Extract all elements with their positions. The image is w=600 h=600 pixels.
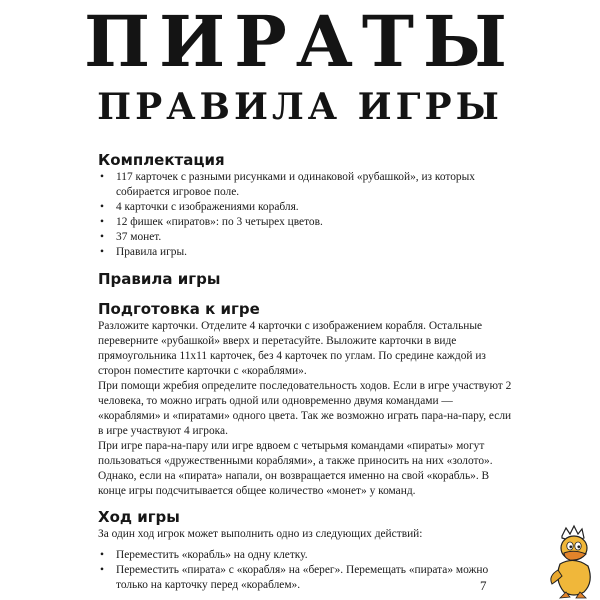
page-title: ПИРАТЫ xyxy=(83,0,517,83)
setup-paragraph: При игре пара-на-пару или игре вдвоем с четырьмя командами «пираты» могут пользоваться «дружественными кораблями», а также приносить на них «золото». Однако, если на «пирата» напали, он возвращается именно на свой «корабль». В конце игры подсчитывается общее количество «монет» у команд. xyxy=(98,440,493,497)
rules-content xyxy=(98,150,518,593)
turn-heading: Ход игры xyxy=(98,508,180,526)
contents-heading: Комплектация xyxy=(98,151,225,169)
list-item: • Правила игры. xyxy=(98,245,518,260)
rules-heading: Правила игры xyxy=(98,270,221,288)
turn-intro: За один ход игрок может выполнить одно из следующих действий: xyxy=(98,528,423,540)
page-number: 7 xyxy=(480,578,487,593)
contents-list xyxy=(98,170,518,260)
list-item: • Переместить «корабль» на одну клетку. xyxy=(98,548,518,563)
setup-paragraph: Разложите карточки. Отделите 4 карточки с изображением корабля. Остальные переверните «рубашкой» вверх и перетасуйте. Выложите карточки в виде прямоугольника 11х11 карточек, без 4 карточек по углам. По средине каждой из сторон поместите карточки с «кораблями». xyxy=(98,320,486,377)
setup-heading: Подготовка к игре xyxy=(98,300,260,318)
list-item: • Переместить «пирата» с «корабля» на «берег». Перемещать «пирата» можно только на карточку перед «кораблем». xyxy=(98,563,518,593)
turn-actions-list xyxy=(98,548,518,593)
duck-mascot-icon xyxy=(540,520,600,600)
list-item: • 4 карточки с изображениями корабля. xyxy=(98,200,518,215)
list-item: • 37 монет. xyxy=(98,230,518,245)
list-item: • 117 карточек с разными рисунками и одинаковой «рубашкой», из которых собирается игровое поле. xyxy=(98,170,518,200)
list-item: • 12 фишек «пиратов»: по 3 четырех цветов. xyxy=(98,215,518,230)
page-subtitle: ПРАВИЛА ИГРЫ xyxy=(97,86,503,128)
setup-paragraph: При помощи жребия определите последовательность ходов. Если в игре участвуют 2 человека, то можно играть одной или одновременно двумя командами — «кораблями» и «пиратами» одного цвета. Так же возможно играть пара-на-пару, если в игре участвуют 4 игрока. xyxy=(98,380,512,437)
